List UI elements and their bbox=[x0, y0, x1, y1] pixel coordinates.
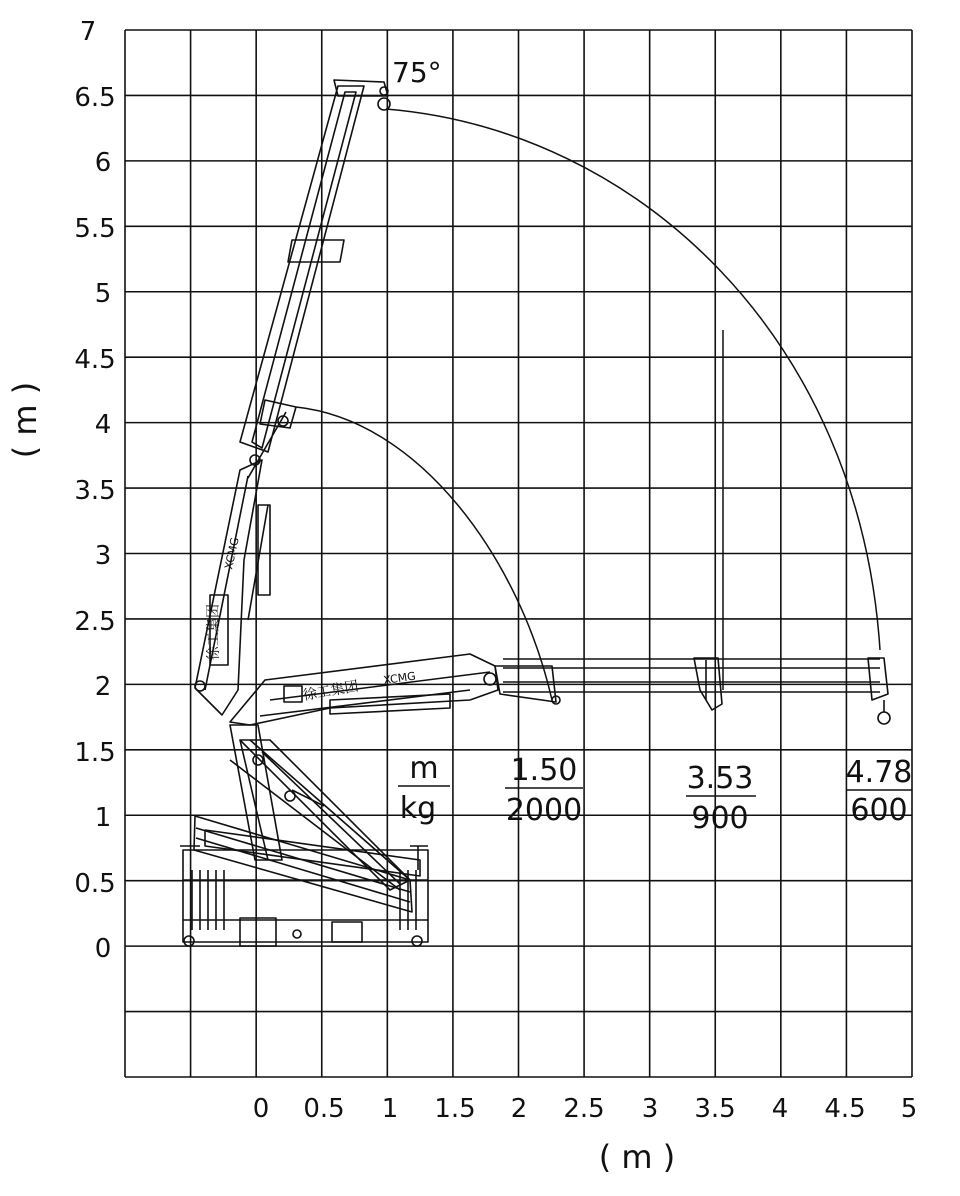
load-entry-3 bbox=[846, 755, 913, 828]
y-axis bbox=[74, 17, 115, 964]
x-tick-4-5: 4.5 bbox=[824, 1094, 866, 1124]
load-entry-2-load: 900 bbox=[691, 801, 749, 836]
x-tick-5: 5 bbox=[900, 1094, 918, 1124]
outer-boom-raised bbox=[240, 80, 390, 478]
y-tick-6-5: 6.5 bbox=[74, 83, 116, 113]
y-tick-2-5: 2.5 bbox=[74, 607, 116, 637]
y-tick-7: 7 bbox=[79, 17, 97, 47]
y-tick-5: 5 bbox=[94, 279, 112, 309]
load-entry-1 bbox=[505, 753, 583, 828]
x-tick-4: 4 bbox=[771, 1094, 789, 1124]
boom-logo-vertical: XCMG bbox=[222, 536, 242, 571]
x-tick-2-5: 2.5 bbox=[563, 1094, 605, 1124]
outer-reach-arc bbox=[386, 109, 880, 650]
y-tick-1: 1 bbox=[94, 803, 112, 833]
x-tick-2: 2 bbox=[510, 1094, 528, 1124]
load-table bbox=[398, 751, 912, 836]
inner-boom-raised bbox=[195, 455, 270, 715]
x-axis bbox=[253, 1094, 918, 1124]
y-tick-4: 4 bbox=[94, 410, 112, 440]
boom-brand-vertical: 徐工集团 bbox=[206, 604, 222, 660]
boom-brand-horizontal: 徐工集团 bbox=[301, 678, 360, 704]
telescopic-extension bbox=[495, 658, 890, 724]
y-tick-6: 6 bbox=[94, 148, 112, 178]
x-tick-3-5: 3.5 bbox=[694, 1094, 736, 1124]
y-tick-3: 3 bbox=[94, 541, 112, 571]
y-tick-0: 0 bbox=[94, 934, 112, 964]
load-header-unit-bottom: kg bbox=[399, 791, 437, 826]
boom-logo-horizontal: XCMG bbox=[382, 669, 417, 687]
load-entry-3-load: 600 bbox=[850, 793, 908, 828]
x-tick-1: 1 bbox=[381, 1094, 399, 1124]
load-entry-1-radius: 1.50 bbox=[510, 753, 578, 788]
y-tick-5-5: 5.5 bbox=[74, 214, 116, 244]
y-tick-0-5: 0.5 bbox=[74, 869, 116, 899]
y-tick-3-5: 3.5 bbox=[74, 476, 116, 506]
x-tick-1-5: 1.5 bbox=[434, 1094, 476, 1124]
load-entry-1-load: 2000 bbox=[505, 793, 583, 828]
reach-arcs bbox=[296, 109, 880, 700]
x-tick-0: 0 bbox=[252, 1094, 270, 1124]
y-axis-title: ( m ) bbox=[6, 381, 44, 459]
y-tick-1-5: 1.5 bbox=[74, 738, 116, 768]
load-entry-2 bbox=[686, 761, 756, 836]
x-tick-3: 3 bbox=[641, 1094, 659, 1124]
y-tick-4-5: 4.5 bbox=[74, 345, 116, 375]
y-tick-2: 2 bbox=[94, 672, 112, 702]
angle-label: 75° bbox=[392, 56, 442, 89]
load-header-unit-top: m bbox=[409, 751, 439, 786]
load-entry-2-radius: 3.53 bbox=[686, 761, 754, 796]
x-tick-0-5: 0.5 bbox=[303, 1094, 345, 1124]
inner-boom-horizontal bbox=[230, 654, 498, 765]
x-axis-title: ( m ) bbox=[598, 1138, 676, 1176]
load-entry-3-radius: 4.78 bbox=[845, 755, 913, 790]
